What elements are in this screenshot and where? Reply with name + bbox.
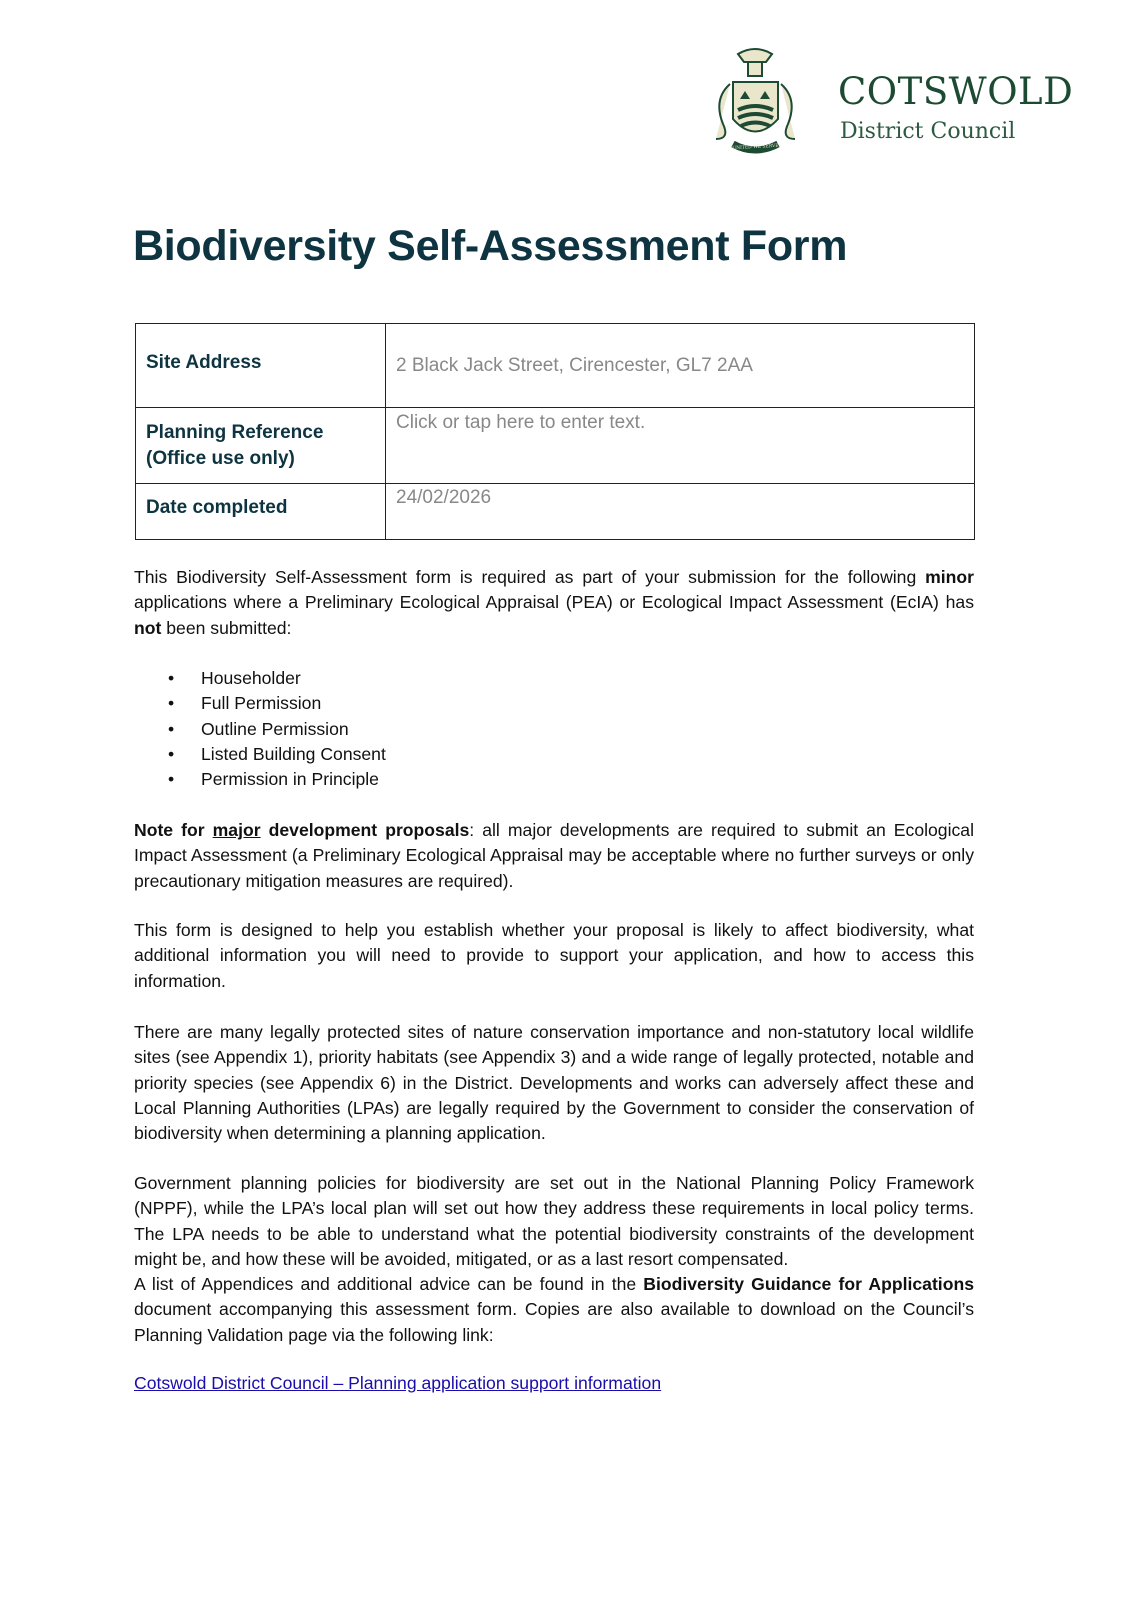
crest-icon [708, 44, 803, 159]
site-info-table [135, 323, 975, 540]
page-title: Biodiversity Self-Assessment Form [133, 222, 848, 270]
guidance-document-name: Biodiversity Guidance for Applications [643, 1274, 974, 1294]
list-item: • Full Permission [134, 691, 974, 716]
site-address-label: Site Address [136, 324, 386, 408]
crest-motto: UNITED WE SERVE [732, 143, 779, 152]
logo-subtitle: District Council [840, 119, 1016, 144]
list-item: • Outline Permission [134, 717, 974, 742]
note-bold: development proposals [260, 820, 470, 840]
table-row [136, 324, 975, 408]
intro-bold-not: not [134, 617, 162, 638]
table-row [136, 484, 975, 540]
planning-reference-label: Planning Reference (Office use only) [136, 408, 386, 484]
policy-paragraph: Government planning policies for biodiversity are set out in the National Planning Policy Framework (NPPF), while the LPA’s local plan will set out how they address these requirements in local policy terms. The LPA needs to be able to understand what the potential biodiversity constraints of the development might be, and how these will be avoided, mitigated, or as a last resort compensated. [134, 1173, 974, 1269]
site-address-field[interactable]: 2 Black Jack Street, Cirencester, GL7 2AA [386, 324, 975, 408]
protected-sites-paragraph: There are many legally protected sites of nature conservation importance and non-statutory local wildlife sites (see Appendix 1), priority habitats (see Appendix 3) and a wide range of legally protected, notable and priority species (see Appendix 6) in the District. Developments and works can adversely affect these and Local Planning Authorities (LPAs) are legally required by the Government to consider the conservation of biodiversity when determining a planning application. [134, 1022, 974, 1144]
logo-name: COTSWOLD [838, 70, 1074, 113]
application-types-list [134, 666, 974, 792]
intro-bold-minor: minor [925, 567, 974, 587]
date-completed-field[interactable]: 24/02/2026 [386, 484, 975, 540]
intro-text: This Biodiversity Self-Assessment form is required as part of your submission for the following [134, 567, 926, 587]
table-row [136, 408, 975, 484]
purpose-paragraph: This form is designed to help you establish whether your proposal is likely to affect biodiversity, what additional information you will need to provide to support your application, and how to access this information. [134, 920, 974, 991]
appendices-text: document accompanying this assessment form. Copies are also available to download on the Council’s Planning Validation page via the following link: [134, 1299, 974, 1345]
date-completed-label: Date completed [136, 484, 386, 540]
major-development-note [134, 818, 974, 894]
planning-support-link[interactable]: Cotswold District Council – Planning application support information [134, 1373, 662, 1393]
list-item: • Listed Building Consent [134, 742, 974, 767]
intro-paragraph [134, 565, 974, 641]
note-bold: Note for [134, 820, 213, 840]
council-logo [708, 44, 1078, 159]
note-text: : all major developments are required to submit an Ecological Impact Assessment (a Preliminary Ecological Appraisal may be acceptable where no further surveys or only precautionary mitigation measures are required). [134, 820, 974, 891]
planning-reference-field[interactable]: Click or tap here to enter text. [386, 408, 975, 484]
intro-text: applications where a Preliminary Ecological Appraisal (PEA) or Ecological Impact Assessment (EcIA) has [134, 592, 974, 613]
list-item: • Permission in Principle [134, 767, 974, 792]
list-item: • Householder [134, 666, 974, 691]
appendices-paragraph [134, 1272, 974, 1348]
appendices-text: A list of Appendices and additional advice can be found in the [134, 1274, 644, 1294]
note-major: major [212, 820, 261, 840]
intro-text: been submitted: [161, 617, 292, 638]
